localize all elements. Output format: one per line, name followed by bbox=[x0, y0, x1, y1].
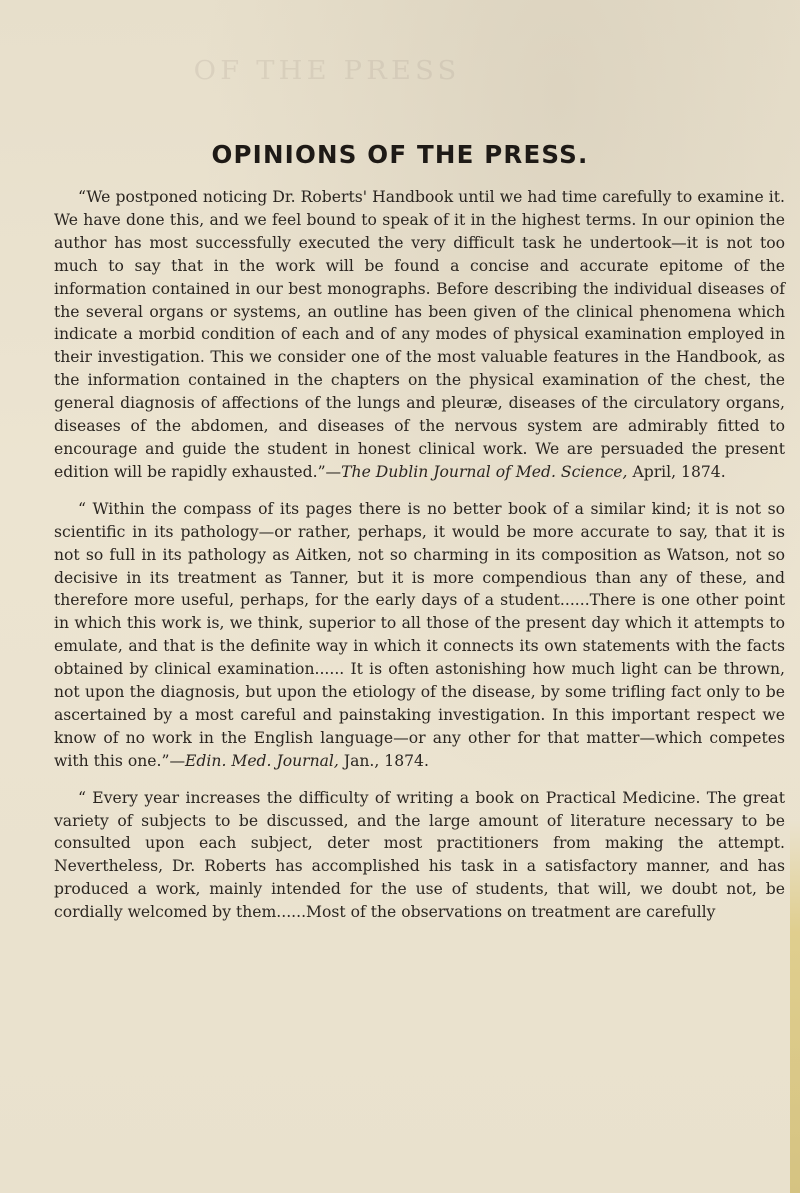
review-dublin-journal bbox=[54, 186, 785, 484]
bleed-through-text: OF THE PRESS bbox=[193, 56, 461, 86]
review-text: “ Every year increases the difficulty of writing a book on Practical Medicine. The great variety of subjects to be discussed, and the large amount of literature necessary to be consulted upon each subject, deter most practitioners from making the attempt. Nevertheless, Dr. Roberts has accomplished his task in a satisfactory manner, and has produced a work, mainly intended for the use of students, that will, we doubt not, be cordially welcomed by them......Most of the observations on treatment are carefully bbox=[54, 788, 785, 922]
review-edinburgh-journal bbox=[54, 498, 785, 773]
reviews-body bbox=[54, 186, 785, 938]
review-date: Jan., 1874. bbox=[338, 751, 429, 770]
page-title: OPINIONS OF THE PRESS. bbox=[211, 140, 589, 169]
review-citation: The Dublin Journal of Med. Science, bbox=[341, 462, 628, 481]
page-edge-stain bbox=[790, 820, 800, 1193]
review-text: “ Within the compass of its pages there is no better book of a similar kind; it is not so scientific in its pathology—or rather, perhaps, it would be more accurate to say, that it is not so full in its pathology as Aitken, not so charming in its composition as Watson, not so decisive in its treatment as Tanner, but it is more compendious than any of these, and therefore more useful, perhaps, for the early days of a student......There is one other point in which this work is, we think, superior to all those of the present day which it attempts to emulate, and that is the definite way in which it connects its own statements with the facts obtained by clinical examination...... It is often astonishing how much light can be thrown, not upon the diagnosis, but upon the etiology of the disease, by some trifling fact only to be ascertained by a most careful and painstaking investigation. In this important respect we know of no work in the English language—or any other for that matter—which competes with this one.”— bbox=[54, 499, 785, 770]
review-date: April, 1874. bbox=[627, 462, 726, 481]
review-practical-medicine bbox=[54, 787, 785, 924]
review-text: “We postponed noticing Dr. Roberts' Handbook until we had time carefully to examine it. We have done this, and we feel bound to speak of it in the highest terms. In our opinion the author has most successfully executed the very difficult task he undertook—it is not too much to say that in the work will be found a concise and accurate epitome of the information contained in our best monographs. Before describing the individual diseases of the several organs or systems, an outline has been given of the clinical phenomena which indicate a morbid condition of each and of any modes of physical examination employed in their investigation. This we consider one of the most valuable features in the Handbook, as the information contained in the chapters on the physical examination of the chest, the general diagnosis of affections of the lungs and pleuræ, diseases of the circulatory organs, diseases of the abdomen, and diseases of the nervous system are admirably fitted to encourage and guide the student in honest clinical work. We are persuaded the present edition will be rapidly exhausted.”— bbox=[54, 188, 785, 481]
review-citation: Edin. Med. Journal, bbox=[185, 751, 339, 770]
